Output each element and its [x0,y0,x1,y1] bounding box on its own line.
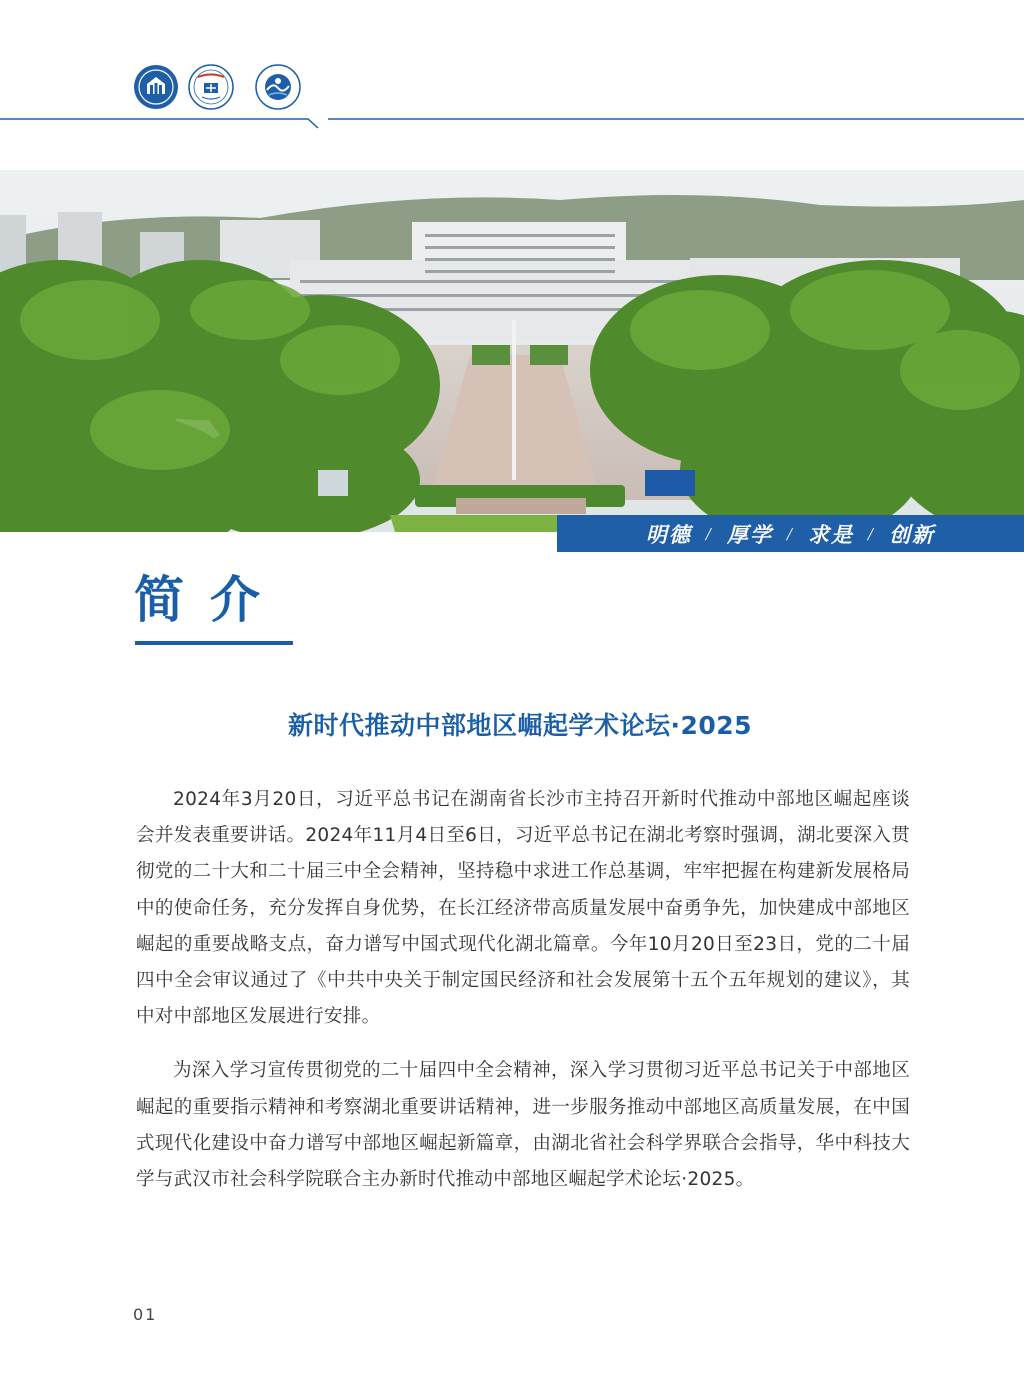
motto-separator: / [868,524,876,543]
intro-body [136,782,910,1216]
section-title-underline [135,641,293,645]
motto-separator: / [705,524,713,543]
hust-calligraphy-seal-icon [188,64,234,110]
section-title: 简介 [134,571,286,629]
forum-title: 新时代推动中部地区崛起学术论坛·2025 [287,711,753,740]
motto-word-2: 厚学 [726,521,773,547]
hust-emblem-icon [133,64,179,110]
motto-word-3: 求是 [808,521,855,547]
intro-paragraph-2: 为深入学习宣传贯彻党的二十届四中全会精神，深入学习贯彻习近平总书记关于中部地区崛起的重要指示精神和考察湖北重要讲话精神，进一步服务推动中部地区高质量发展，在中国式现代化建设中奋力谱写中部地区崛起新篇章，由湖北省社会科学界联合会指导，华中科技大学与武汉市社会科学院联合主办新时代推动中部地区崛起学术论坛·2025。 [136,1060,910,1191]
intro-paragraph-1: 2024年3月20日，习近平总书记在湖南省长沙市主持召开新时代推动中部地区崛起座谈会并发表重要讲话。2024年11月4日至6日，习近平总书记在湖北考察时强调，湖北要深入贯彻党的二十大和二十届三中全会精神，坚持稳中求进工作总基调，牢牢把握在构建新发展格局中的使命任务，充分发挥自身优势，在长江经济带高质量发展中奋勇争先，加快建成中部地区崛起的重要战略支点，奋力谱写中国式现代化湖北篇章。今年10月20日至23日，党的二十届四中全会审议通过了《中共中央关于制定国民经济和社会发展第十五个五年规划的建议》，其中对中部地区发展进行安排。 [136,789,910,1028]
motto-word-4: 创新 [889,521,936,547]
motto-word-1: 明德 [645,521,692,547]
page-number: 01 [133,1305,158,1324]
page-header [0,0,1024,135]
header-rule [0,110,1024,130]
school-motto-bar [557,515,1024,552]
campus-photo [0,170,1024,532]
motto-separator: / [786,524,795,543]
wuhan-social-science-academy-icon [255,64,301,110]
